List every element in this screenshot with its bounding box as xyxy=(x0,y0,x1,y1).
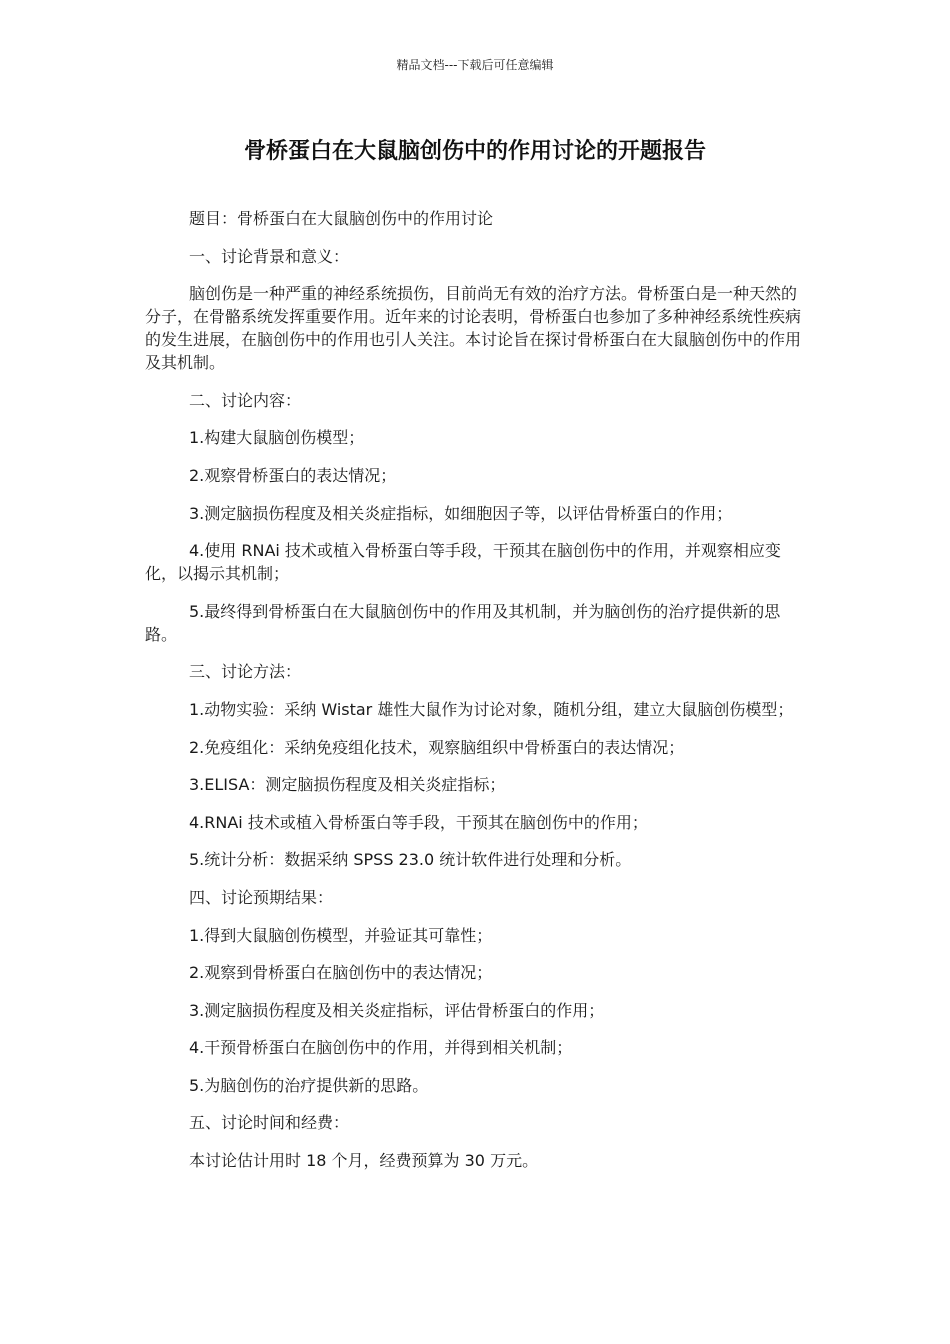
section-heading-schedule: 五、讨论时间和经费： xyxy=(189,1113,350,1133)
section-heading-results: 四、讨论预期结果： xyxy=(189,887,334,907)
method-item-5: 5.统计分析：数据采纳 SPSS 23.0 统计软件进行处理和分析。 xyxy=(189,850,632,870)
method-item-1: 1.动物实验：采纳 Wistar 雄性大鼠作为讨论对象，随机分组，建立大鼠脑创伤模型； xyxy=(189,699,794,719)
schedule-paragraph: 本讨论估计用时 18 个月，经费预算为 30 万元。 xyxy=(189,1151,539,1171)
section-heading-content: 二、讨论内容： xyxy=(189,390,302,410)
page-header: 精品文档---下载后可任意编辑 xyxy=(396,58,554,72)
content-item-1: 1.构建大鼠脑创伤模型； xyxy=(189,428,365,448)
method-item-2: 2.免疫组化：采纳免疫组化技术，观察脑组织中骨桥蛋白的表达情况； xyxy=(189,737,685,757)
content-item-4: 4.使用 RNAi 技术或植入骨桥蛋白等手段，干预其在脑创伤中的作用，并观察相应变化，以揭示其机制； xyxy=(145,541,781,584)
result-item-1: 1.得到大鼠脑创伤模型，并验证其可靠性； xyxy=(189,925,493,945)
content-item-3: 3.测定脑损伤程度及相关炎症指标，如细胞因子等，以评估骨桥蛋白的作用； xyxy=(189,503,733,523)
background-paragraph: 脑创伤是一种严重的神经系统损伤，目前尚无有效的治疗方法。骨桥蛋白是一种天然的分子，在骨骼系统发挥重要作用。近年来的讨论表明，骨桥蛋白也参加了多种神经系统性疾病的发生进展，在脑创伤中的作用也引人关注。本讨论旨在探讨骨桥蛋白在大鼠脑创伤中的作用及其机制。 xyxy=(145,284,802,373)
method-item-3: 3.ELISA：测定脑损伤程度及相关炎症指标； xyxy=(189,775,506,795)
result-item-4: 4.干预骨桥蛋白在脑创伤中的作用，并得到相关机制； xyxy=(189,1038,573,1058)
section-heading-background: 一、讨论背景和意义： xyxy=(189,246,350,266)
document-title: 骨桥蛋白在大鼠脑创伤中的作用讨论的开题报告 xyxy=(243,139,706,164)
subject-line: 题目：骨桥蛋白在大鼠脑创伤中的作用讨论 xyxy=(189,209,494,228)
document-body xyxy=(145,207,805,1187)
result-item-5: 5.为脑创伤的治疗提供新的思路。 xyxy=(189,1075,429,1095)
method-item-4: 4.RNAi 技术或植入骨桥蛋白等手段，干预其在脑创伤中的作用； xyxy=(189,812,648,832)
result-item-2: 2.观察到骨桥蛋白在脑创伤中的表达情况； xyxy=(189,963,493,983)
result-item-3: 3.测定脑损伤程度及相关炎症指标，评估骨桥蛋白的作用； xyxy=(189,1000,605,1020)
section-heading-methods: 三、讨论方法： xyxy=(189,662,302,682)
content-item-5: 5.最终得到骨桥蛋白在大鼠脑创伤中的作用及其机制，并为脑创伤的治疗提供新的思路。 xyxy=(145,601,781,644)
content-item-2: 2.观察骨桥蛋白的表达情况； xyxy=(189,465,397,485)
